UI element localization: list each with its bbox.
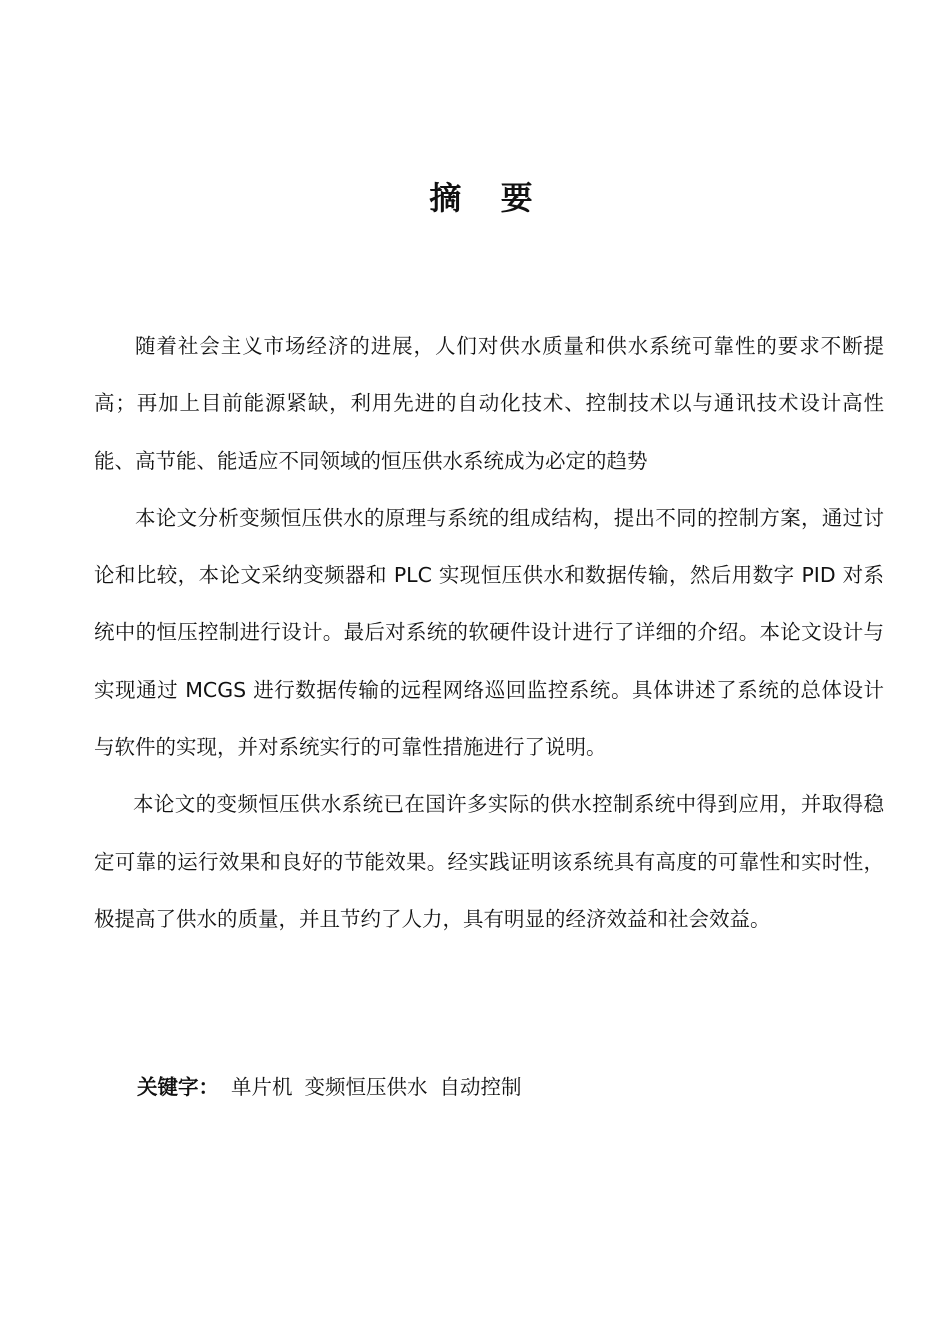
abstract-paragraph-1: 随着社会主义市场经济的进展，人们对供水质量和供水系统可靠性的要求不断提高；再加上目前能源紧缺，利用先进的自动化技术、控制技术以与通讯技术设计高性能、高节能、能适应不同领域的恒压供水系统成为必定的趋势 <box>94 334 884 473</box>
abstract-paragraph-2: 本论文分析变频恒压供水的原理与系统的组成结构，提出不同的控制方案，通过讨论和比较，本论文采纳变频器和 PLC 实现恒压供水和数据传输，然后用数字 PID 对系统中的恒压控制进行设计。最后对系统的软硬件设计进行了详细的介绍。本论文设计与实现通过 MCGS 进行数据传输的远程网络巡回监控系统。具体讲述了系统的总体设计与软件的实现，并对系统实行的可靠性措施进行了说明。 <box>94 505 884 760</box>
abstract-body <box>94 318 884 948</box>
keyword-item: 自动控制 <box>439 1075 522 1099</box>
keyword-item: 单片机 <box>231 1075 293 1099</box>
abstract-title: 摘 要 <box>429 179 547 217</box>
keywords-label: 关键字： <box>137 1075 219 1099</box>
keywords-line <box>137 1070 522 1104</box>
abstract-paragraph-3: 本论文的变频恒压供水系统已在国许多实际的供水控制系统中得到应用，并取得稳定可靠的运行效果和良好的节能效果。经实践证明该系统具有高度的可靠性和实时性，极提高了供水的质量，并且节约了人力，具有明显的经济效益和社会效益。 <box>94 792 884 931</box>
keyword-item: 变频恒压供水 <box>304 1075 428 1099</box>
